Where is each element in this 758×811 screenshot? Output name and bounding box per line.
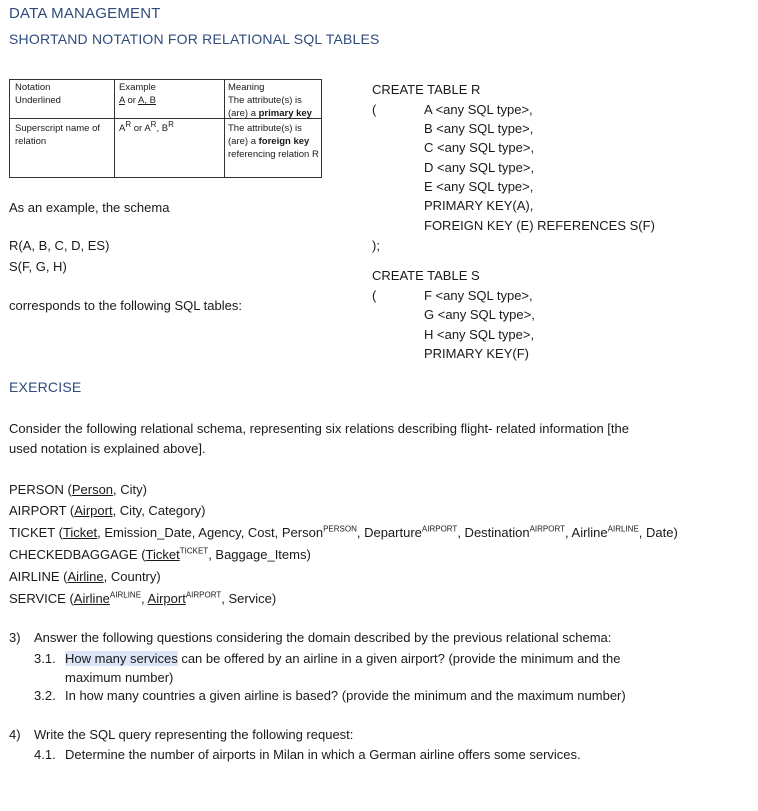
sql-r-line: A <any SQL type>, — [424, 102, 533, 117]
relation-person: PERSON (Person, City) — [9, 482, 147, 497]
question-4-text: Write the SQL query representing the following request: — [34, 727, 354, 742]
table-header-notation: Notation — [15, 82, 51, 93]
sql-r-line: E <any SQL type>, — [424, 179, 534, 194]
sql-close-r: ); — [372, 238, 380, 253]
question-3-text: Answer the following questions considering the domain described by the previous relational schema: — [34, 630, 612, 645]
sql-r-line: D <any SQL type>, — [424, 160, 535, 175]
relation-service: SERVICE (Airline$^{AIRLINE}$, Airport$^{AIRPORT}$, Service) — [9, 590, 277, 606]
highlighted-text: How many services — [65, 651, 178, 666]
sql-r-line: PRIMARY KEY(A), — [424, 198, 534, 213]
relation-airline: AIRLINE (Airline, Country) — [9, 569, 161, 584]
question-3-1-number: 3.1. — [34, 651, 56, 666]
question-3-2-number: 3.2. — [34, 688, 56, 703]
sql-s-line: H <any SQL type>, — [424, 327, 535, 342]
sql-create-r: CREATE TABLE R — [372, 82, 481, 97]
schema-r: R(A, B, C, D, ES) — [9, 238, 110, 253]
example-outro: corresponds to the following SQL tables: — [9, 298, 242, 313]
sql-s-line: G <any SQL type>, — [424, 307, 535, 322]
table-row2-meaning: The attribute(s) is (are) a foreign key referencing relation R — [228, 123, 319, 160]
sql-r-line: C <any SQL type>, — [424, 140, 535, 155]
question-4-number: 4) — [9, 727, 21, 742]
sql-s-line: F <any SQL type>, — [424, 288, 533, 303]
sql-s-line: PRIMARY KEY(F) — [424, 346, 529, 361]
schema-s: S(F, G, H) — [9, 259, 67, 274]
table-row1-meaning: The attribute(s) is (are) a primary key — [228, 95, 312, 119]
sql-create-s: CREATE TABLE S — [372, 268, 480, 283]
table-header-meaning: Meaning — [228, 82, 265, 93]
question-3-number: 3) — [9, 630, 21, 645]
table-row2-example: $A^R$ or $A^R$, $B^R$ — [119, 119, 174, 134]
table-header-example: Example — [119, 82, 156, 93]
question-3-1-continuation: maximum number) — [65, 670, 174, 685]
table-row2-notation: Superscript name of relation — [15, 123, 101, 147]
exercise-intro-line2: used notation is explained above]. — [9, 441, 206, 456]
question-4-1-number: 4.1. — [34, 747, 56, 762]
sql-open-s: ( — [372, 288, 377, 303]
exercise-intro-line1: Consider the following relational schema, representing six relations describing flight- related information [the — [9, 421, 629, 436]
document-subtitle: SHORTAND NOTATION FOR RELATIONAL SQL TABLES — [9, 31, 380, 47]
document-title: DATA MANAGEMENT — [9, 5, 161, 22]
sql-r-line: FOREIGN KEY (E) REFERENCES S(F) — [424, 218, 655, 233]
question-3-2-text: In how many countries a given airline is based? (provide the minimum and the maximum number) — [65, 688, 626, 703]
table-row1-example: A or A, B — [119, 95, 156, 106]
table-row1-notation: Underlined — [15, 95, 61, 106]
notation-table — [9, 79, 322, 178]
sql-r-line: B <any SQL type>, — [424, 121, 534, 136]
sql-open-r: ( — [372, 102, 377, 117]
example-intro: As an example, the schema — [9, 200, 170, 215]
relation-checkedbaggage: CHECKEDBAGGAGE (Ticket$^{TICKET}$, Baggage_Items) — [9, 546, 311, 562]
question-4-1-text: Determine the number of airports in Milan in which a German airline offers some services. — [65, 747, 581, 762]
question-3-1-text: How many services can be offered by an airline in a given airport? (provide the minimum and the — [65, 651, 621, 666]
relation-ticket: TICKET (Ticket, Emission_Date, Agency, Cost, Person$^{PERSON}$, Departure$^{AIRPORT}$, Destination$^{AIRPORT}$, Airline$^{AIRLINE}$, Date) — [9, 524, 678, 540]
exercise-heading: EXERCISE — [9, 379, 82, 395]
relation-airport: AIRPORT (Airport, City, Category) — [9, 503, 206, 518]
